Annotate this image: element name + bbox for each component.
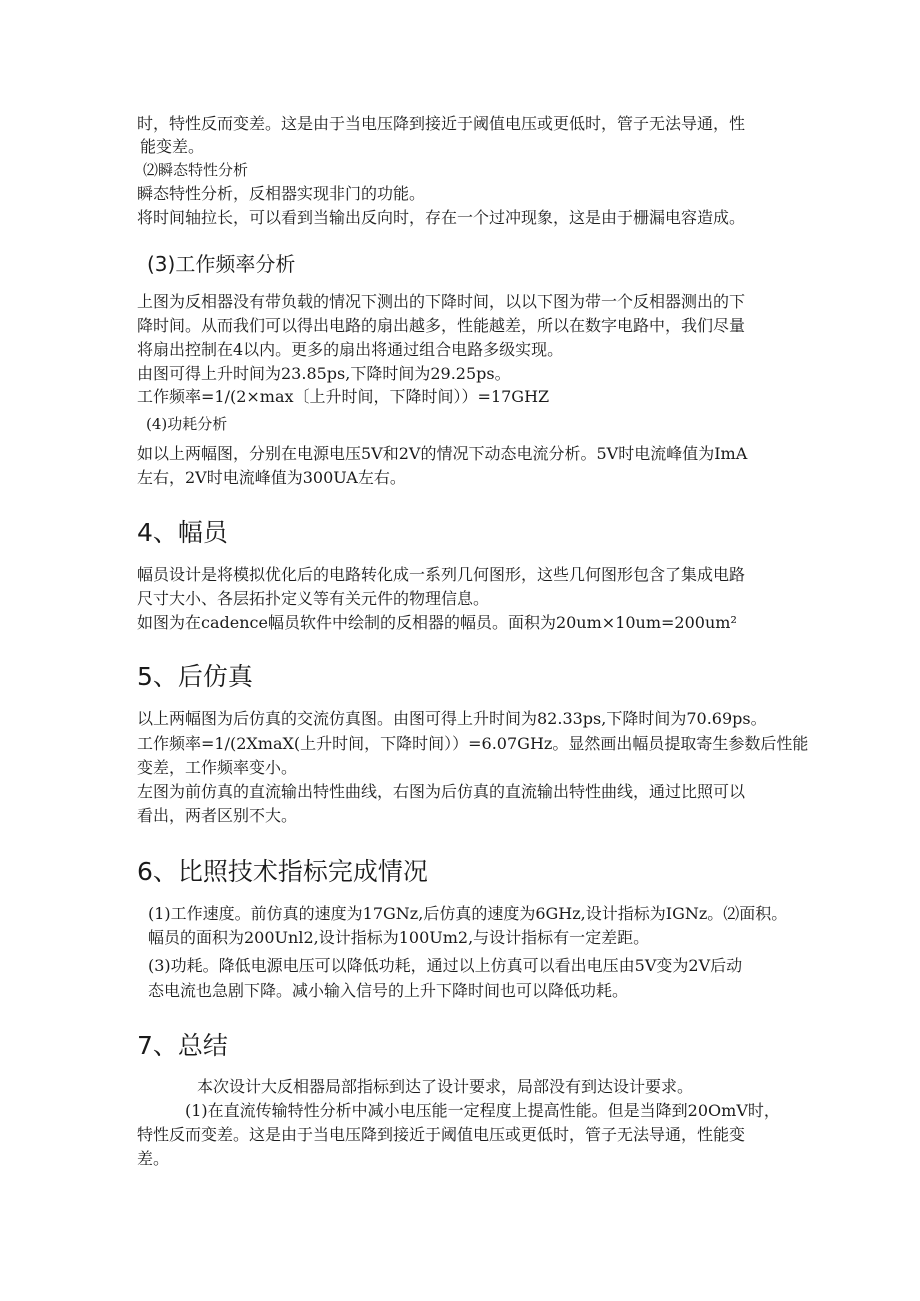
body-text-line: 本次设计大反相器局部指标到达了设计要求，局部没有到达设计要求。 — [197, 1077, 694, 1096]
body-text-line: 降时间。从而我们可以得出电路的扇出越多，性能越差，所以在数字电路中，我们尽量 — [137, 316, 746, 335]
body-text-line: 以上两幅图为后仿真的交流仿真图。由图可得上升时间为82.33ps,下降时间为70.69ps。 — [137, 709, 767, 728]
subsection-heading: ⑵瞬态特性分析 — [143, 161, 249, 179]
body-text-line: 如图为在cadence幅员软件中绘制的反相器的幅员。面积为20um×10um=200um² — [137, 613, 737, 632]
section-heading: 5、后仿真 — [137, 662, 253, 691]
body-text-line: 上图为反相器没有带负载的情况下测出的下降时间，以以下图为带一个反相器测出的下 — [137, 292, 746, 311]
body-text-line: 如以上两幅图，分别在电源电压5V和2V的情况下动态电流分析。5V时电流峰值为ImA — [137, 444, 748, 463]
body-text-line: 将扇出控制在4以内。更多的扇出将通过组合电路多级实现。 — [137, 340, 564, 359]
body-text-line: 变差，工作频率变小。 — [137, 758, 298, 777]
body-text-line: 尺寸大小、各层拓扑定义等有关元件的物理信息。 — [137, 589, 490, 608]
body-text-line: 将时间轴拉长，可以看到当输出反向时，存在一个过冲现象，这是由于栅漏电容造成。 — [137, 208, 746, 227]
body-text-line: (1)在直流传输特性分析中减小电压能一定程度上提高性能。但是当降到20OmV时， — [185, 1101, 780, 1120]
body-text-line: 工作频率=1/(2×max〔上升时间，下降时间））=17GHZ — [137, 387, 550, 406]
section-heading: 7、总结 — [137, 1031, 228, 1060]
body-text-line: 时，特性反而变差。这是由于当电压降到接近于阈值电压或更低时，管子无法导通，性 — [137, 114, 746, 133]
body-text-line: 幅员设计是将模拟优化后的电路转化成一系列几何图形，这些几何图形包含了集成电路 — [137, 565, 746, 584]
section-heading: (3)工作频率分析 — [147, 252, 296, 276]
body-text-line: 差。 — [137, 1149, 170, 1168]
subsection-heading: (4)功耗分析 — [146, 415, 228, 433]
body-text-line: 能变差。 — [140, 137, 205, 156]
body-text-line: (3)功耗。降低电源电压可以降低功耗，通过以上仿真可以看出电压由5V变为2V后动 — [148, 956, 743, 975]
body-text-line: 工作频率=1/(2XmaX(上升时间，下降时间））=6.07GHz。显然画出幅员提取寄生参数后性能 — [137, 734, 809, 753]
body-text-line: 看出，两者区别不大。 — [137, 806, 298, 825]
body-text-line: 左图为前仿真的直流输出特性曲线，右图为后仿真的直流输出特性曲线，通过比照可以 — [137, 782, 746, 801]
body-text-line: 瞬态特性分析，反相器实现非门的功能。 — [137, 184, 426, 203]
body-text-line: (1)工作速度。前仿真的速度为17GNz,后仿真的速度为6GHz,设计指标为IGNz。⑵面积。 — [148, 904, 788, 923]
section-heading: 4、幅员 — [137, 518, 228, 547]
body-text-line: 态电流也急剧下降。减小输入信号的上升下降时间也可以降低功耗。 — [148, 981, 629, 1000]
body-text-line: 特性反而变差。这是由于当电压降到接近于阈值电压或更低时，管子无法导通，性能变 — [137, 1125, 746, 1144]
body-text-line: 幅员的面积为200Unl2,设计指标为100Um2,与设计指标有一定差距。 — [148, 928, 650, 947]
section-heading: 6、比照技术指标完成情况 — [137, 857, 428, 886]
body-text-line: 左右，2V时电流峰值为300UA左右。 — [137, 468, 406, 487]
body-text-line: 由图可得上升时间为23.85ps,下降时间为29.25ps。 — [137, 364, 511, 383]
